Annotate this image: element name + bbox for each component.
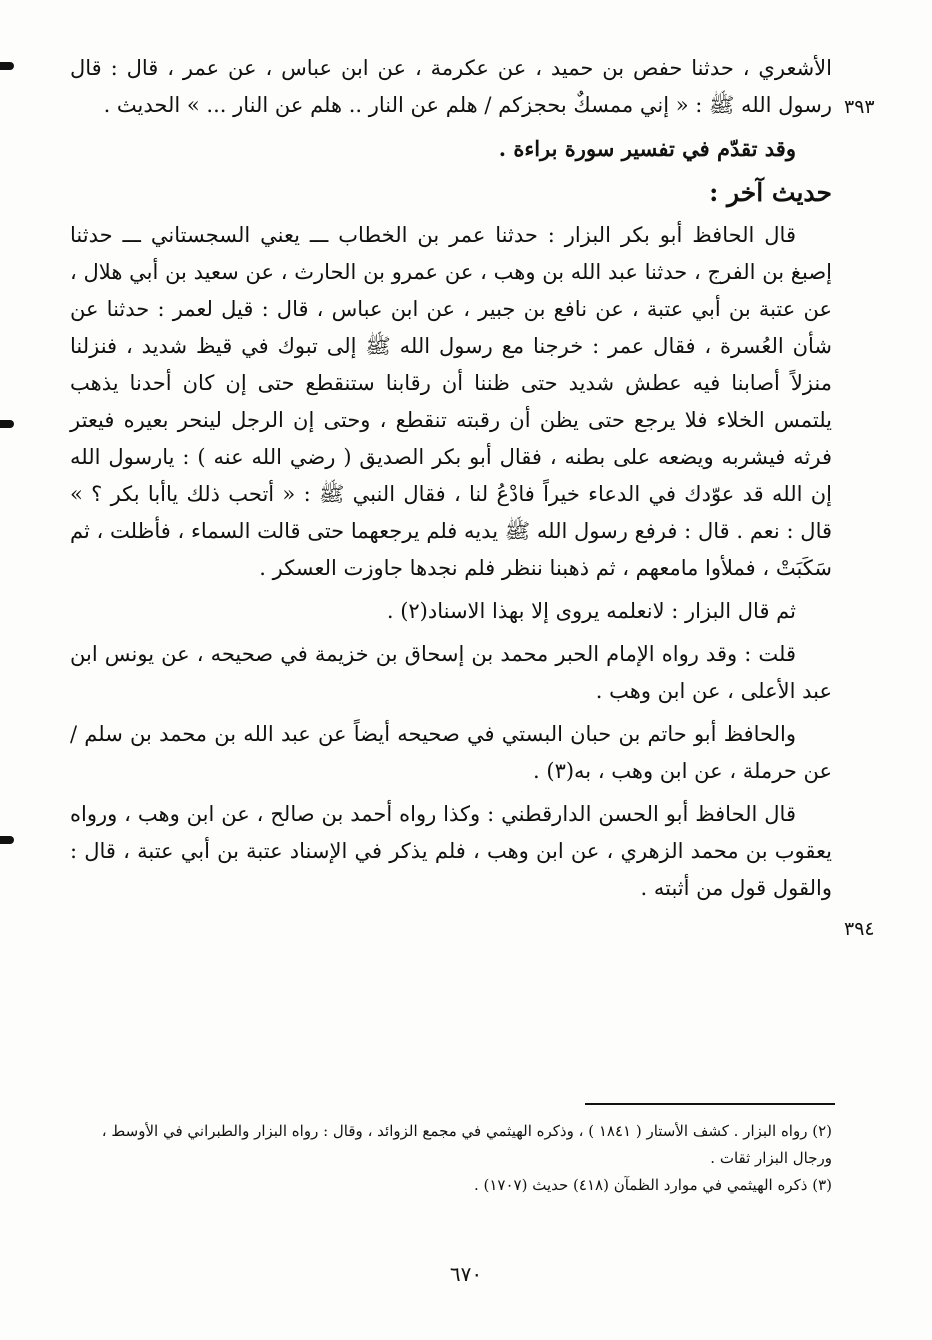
footnote: (٣) ذكره الهيثمي في موارد الظمآن (٤١٨) حديث (١٧٠٧) . [473,1176,832,1194]
margin-page-number: ٣٩٣ [844,96,875,118]
margin-page-number: ٣٩٤ [844,918,875,940]
footnotes [70,1118,832,1199]
page-number: ٦٧٠ [449,1262,483,1286]
footnote-divider [585,1103,835,1105]
scan-edge-mark [0,420,14,428]
paragraph: والحافظ أبو حاتم بن حبان البستي في صحيحه أيضاً عن عبد الله بن محمد بن سلم / عن حرملة ، عن ابن وهب ، به(٣) . [70,722,832,783]
scan-edge-mark [0,836,14,844]
paragraph: ثم قال البزار : لانعلمه يروى إلا بهذا الاسناد(٢) . [386,599,796,623]
paragraph: قال الحافظ أبو الحسن الدارقطني : وكذا رواه أحمد بن صالح ، عن ابن وهب ، ورواه يعقوب بن محمد الزهري ، عن ابن وهب ، فلم يذكر في الإسناد عتبة بن أبي عتبة ، قال : والقول قول من أثبته . [70,802,832,900]
paragraph: الأشعري ، حدثنا حفص بن حميد ، عن عكرمة ، عن ابن عباس ، عن عمر ، قال : قال رسول الله ﷺ : « إني ممسكٌ بحجزكم / هلم عن النار .. هلم عن النار ... » الحديث . [70,56,832,117]
paragraph: قلت : وقد رواه الإمام الحبر محمد بن إسحاق بن خزيمة في صحيحه ، عن يونس ابن عبد الأعلى ، عن ابن وهب . [70,642,832,703]
paragraph: وقد تقدّم في تفسير سورة براءة . [498,136,796,161]
section-heading: حديث آخر : [709,178,832,207]
paragraph: قال الحافظ أبو بكر البزار : حدثنا عمر بن الخطاب ـــ يعني السجستاني ـــ حدثنا إصبغ بن الفرج ، حدثنا عبد الله بن وهب ، عن عمرو بن الحارث ، عن سعيد بن أبي هلال ، عن عتبة بن أبي عتبة ، عن نافع بن جبير ، عن ابن عباس ، قال : قيل لعمر : حدثنا عن شأن العُسرة ، فقال عمر : خرجنا مع رسول الله ﷺ إلى تبوك في قيظ شديد ، فنزلنا منزلاً أصابنا فيه عطش شديد حتى ظننا أن رقابنا ستنقطع حتى إن كان أحدنا يذهب يلتمس الخلاء فلا يرجع حتى يظن أن رقبته تنقطع ، وحتى إن الرجل لينحر بعيره فيعتر فرثه فيشربه ويضعه على بطنه ، فقال أبو بكر الصديق ( رضي الله عنه ) : يارسول الله إن الله قد عوّدك في الدعاء خيراً فادْعُ لنا ، فقال النبي ﷺ : « أتحب ذلك ياأبا بكر ؟ » قال : نعم . قال : فرفع رسول الله ﷺ يديه فلم يرجعهما حتى قالت السماء ، فأظلت ، ثم سَكَبَتْ ، فملأوا مامعهم ، ثم ذهبنا ننظر فلم نجدها جاوزت العسكر . [70,223,832,580]
footnote: (٢) رواه البزار . كشف الأستار ( ١٨٤١ ) ، وذكره الهيثمي في مجمع الزوائد ، وقال : رواه البزار والطبراني في الأوسط ، ورجال البزار ثقات . [101,1122,832,1167]
scan-edge-mark [0,62,14,70]
main-text [70,50,832,907]
